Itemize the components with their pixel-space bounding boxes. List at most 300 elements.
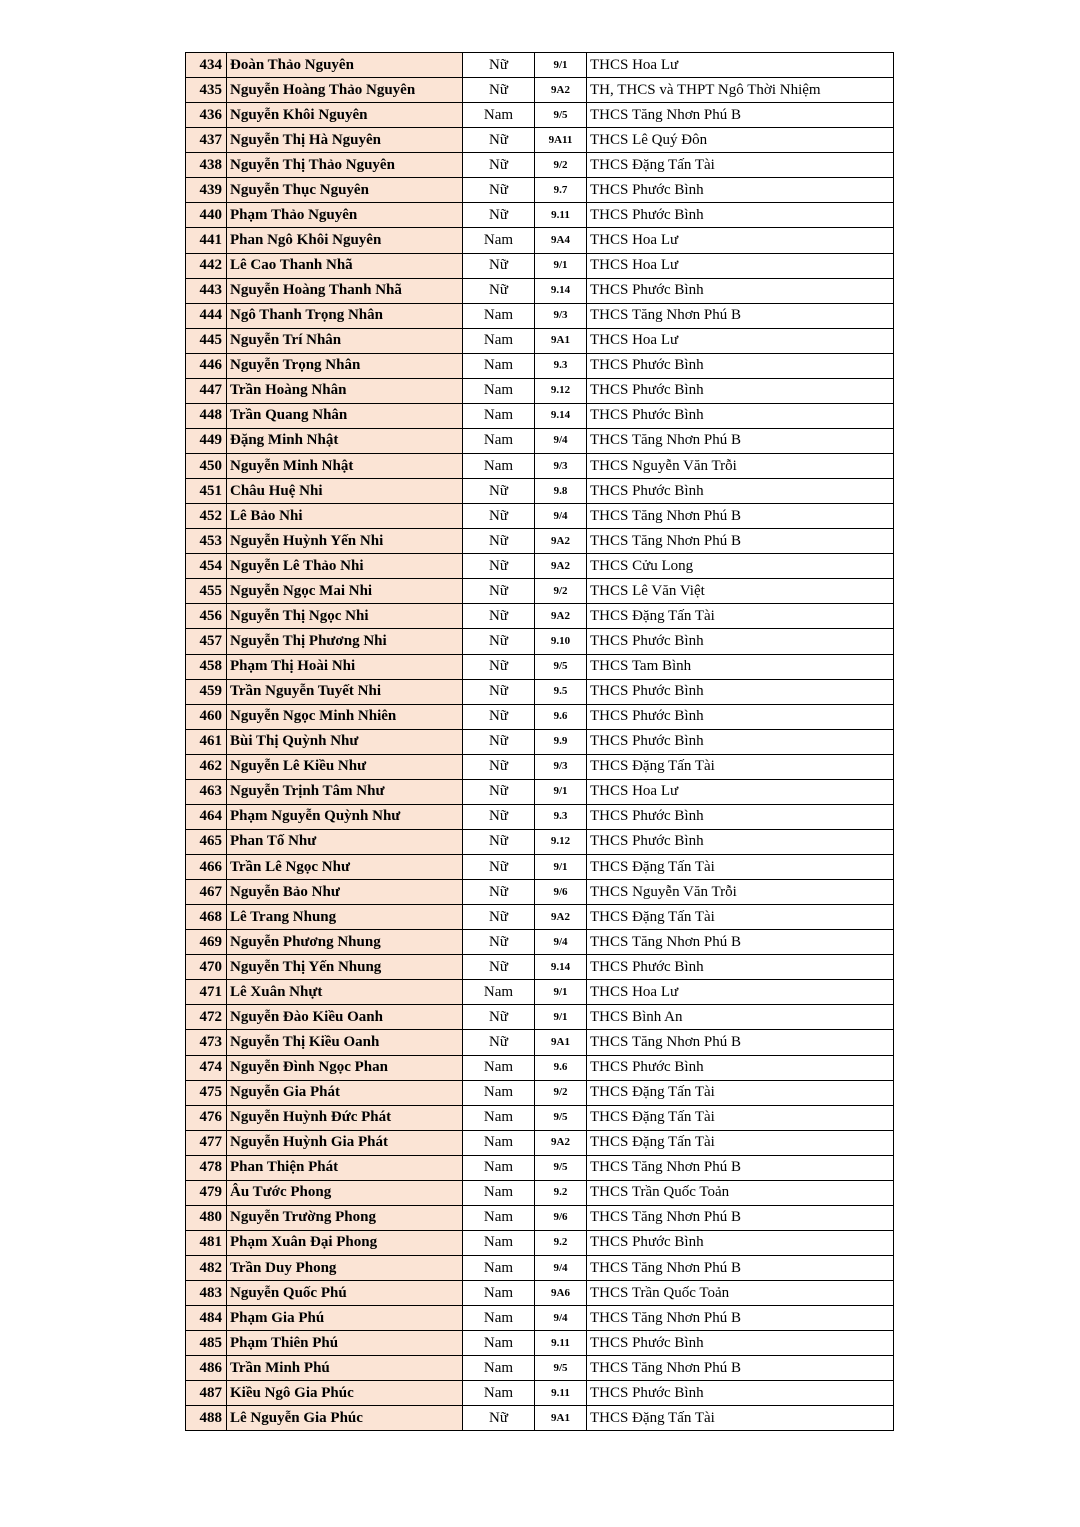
gender-cell: Nam: [463, 1105, 535, 1130]
class-cell: 9/4: [535, 1256, 587, 1281]
class-cell: 9A11: [535, 128, 587, 153]
school-cell: THCS Tăng Nhơn Phú B: [587, 1155, 894, 1180]
class-cell: 9/5: [535, 1155, 587, 1180]
table-row: [186, 529, 894, 554]
student-name-cell: Nguyễn Phương Nhung: [227, 930, 463, 955]
gender-cell: Nữ: [463, 930, 535, 955]
row-number-cell: 459: [186, 679, 227, 704]
row-number-cell: 435: [186, 78, 227, 103]
school-cell: THCS Cửu Long: [587, 554, 894, 579]
table-row: [186, 228, 894, 253]
row-number-cell: 443: [186, 278, 227, 303]
table-row: [186, 1180, 894, 1205]
gender-cell: Nữ: [463, 654, 535, 679]
school-cell: THCS Phước Bình: [587, 403, 894, 428]
row-number-cell: 445: [186, 328, 227, 353]
gender-cell: Nữ: [463, 754, 535, 779]
table-row: [186, 679, 894, 704]
class-cell: 9A2: [535, 905, 587, 930]
table-row: [186, 1256, 894, 1281]
row-number-cell: 453: [186, 529, 227, 554]
school-cell: THCS Tăng Nhơn Phú B: [587, 103, 894, 128]
student-name-cell: Lê Trang Nhung: [227, 905, 463, 930]
class-cell: 9/6: [535, 1205, 587, 1230]
student-name-cell: Nguyễn Ngọc Minh Nhiên: [227, 704, 463, 729]
student-name-cell: Nguyễn Đào Kiều Oanh: [227, 1005, 463, 1030]
table-row: [186, 53, 894, 78]
student-name-cell: Phan Thiện Phát: [227, 1155, 463, 1180]
school-cell: THCS Phước Bình: [587, 278, 894, 303]
student-name-cell: Lê Nguyễn Gia Phúc: [227, 1406, 463, 1431]
table-row: [186, 855, 894, 880]
student-name-cell: Trần Nguyễn Tuyết Nhi: [227, 679, 463, 704]
row-number-cell: 436: [186, 103, 227, 128]
table-row: [186, 579, 894, 604]
student-name-cell: Nguyễn Thị Ngọc Nhi: [227, 604, 463, 629]
school-cell: THCS Phước Bình: [587, 479, 894, 504]
class-cell: 9.7: [535, 178, 587, 203]
school-cell: THCS Tăng Nhơn Phú B: [587, 1306, 894, 1331]
student-name-cell: Âu Tước Phong: [227, 1180, 463, 1205]
table-row: [186, 153, 894, 178]
gender-cell: Nam: [463, 103, 535, 128]
school-cell: TH, THCS và THPT Ngô Thời Nhiệm: [587, 78, 894, 103]
student-name-cell: Phạm Gia Phú: [227, 1306, 463, 1331]
row-number-cell: 480: [186, 1205, 227, 1230]
student-name-cell: Nguyễn Đình Ngọc Phan: [227, 1055, 463, 1080]
student-name-cell: Nguyễn Minh Nhật: [227, 454, 463, 479]
student-name-cell: Nguyễn Trường Phong: [227, 1205, 463, 1230]
class-cell: 9.11: [535, 1331, 587, 1356]
student-name-cell: Nguyễn Trí Nhân: [227, 328, 463, 353]
student-name-cell: Nguyễn Huỳnh Yến Nhi: [227, 529, 463, 554]
table-row: [186, 955, 894, 980]
row-number-cell: 441: [186, 228, 227, 253]
class-cell: 9/4: [535, 428, 587, 453]
student-name-cell: Kiều Ngô Gia Phúc: [227, 1381, 463, 1406]
school-cell: THCS Phước Bình: [587, 829, 894, 854]
row-number-cell: 488: [186, 1406, 227, 1431]
class-cell: 9.10: [535, 629, 587, 654]
row-number-cell: 477: [186, 1130, 227, 1155]
class-cell: 9A2: [535, 604, 587, 629]
row-number-cell: 475: [186, 1080, 227, 1105]
gender-cell: Nữ: [463, 253, 535, 278]
class-cell: 9/3: [535, 754, 587, 779]
row-number-cell: 442: [186, 253, 227, 278]
class-cell: 9.6: [535, 1055, 587, 1080]
table-row: [186, 1055, 894, 1080]
gender-cell: Nữ: [463, 153, 535, 178]
gender-cell: Nữ: [463, 829, 535, 854]
gender-cell: Nam: [463, 1155, 535, 1180]
class-cell: 9.14: [535, 278, 587, 303]
school-cell: THCS Hoa Lư: [587, 779, 894, 804]
table-row: [186, 1030, 894, 1055]
table-row: [186, 378, 894, 403]
table-row: [186, 554, 894, 579]
gender-cell: Nữ: [463, 203, 535, 228]
school-cell: THCS Tăng Nhơn Phú B: [587, 1205, 894, 1230]
class-cell: 9/5: [535, 654, 587, 679]
row-number-cell: 485: [186, 1331, 227, 1356]
class-cell: 9/5: [535, 103, 587, 128]
table-row: [186, 128, 894, 153]
school-cell: THCS Đặng Tấn Tài: [587, 1130, 894, 1155]
table-row: [186, 1306, 894, 1331]
class-cell: 9A1: [535, 1030, 587, 1055]
student-name-cell: Nguyễn Thục Nguyên: [227, 178, 463, 203]
school-cell: THCS Trần Quốc Toản: [587, 1281, 894, 1306]
school-cell: THCS Tăng Nhơn Phú B: [587, 1256, 894, 1281]
gender-cell: Nữ: [463, 128, 535, 153]
school-cell: THCS Tăng Nhơn Phú B: [587, 1356, 894, 1381]
class-cell: 9.3: [535, 804, 587, 829]
student-name-cell: Phạm Thị Hoài Nhi: [227, 654, 463, 679]
school-cell: THCS Phước Bình: [587, 704, 894, 729]
row-number-cell: 471: [186, 980, 227, 1005]
school-cell: THCS Tăng Nhơn Phú B: [587, 930, 894, 955]
class-cell: 9.11: [535, 1381, 587, 1406]
row-number-cell: 455: [186, 579, 227, 604]
table-row: [186, 980, 894, 1005]
row-number-cell: 448: [186, 403, 227, 428]
gender-cell: Nữ: [463, 779, 535, 804]
table-row: [186, 1130, 894, 1155]
row-number-cell: 439: [186, 178, 227, 203]
table-row: [186, 1406, 894, 1431]
school-cell: THCS Phước Bình: [587, 1230, 894, 1255]
gender-cell: Nam: [463, 428, 535, 453]
student-name-cell: Nguyễn Hoàng Thanh Nhã: [227, 278, 463, 303]
student-name-cell: Trần Quang Nhân: [227, 403, 463, 428]
table-row: [186, 1356, 894, 1381]
class-cell: 9/4: [535, 930, 587, 955]
student-list-table: [185, 52, 894, 1431]
row-number-cell: 464: [186, 804, 227, 829]
gender-cell: Nam: [463, 1080, 535, 1105]
row-number-cell: 466: [186, 855, 227, 880]
gender-cell: Nữ: [463, 1030, 535, 1055]
gender-cell: Nữ: [463, 880, 535, 905]
row-number-cell: 465: [186, 829, 227, 854]
school-cell: THCS Phước Bình: [587, 955, 894, 980]
gender-cell: Nam: [463, 403, 535, 428]
class-cell: 9A2: [535, 554, 587, 579]
class-cell: 9A1: [535, 328, 587, 353]
row-number-cell: 484: [186, 1306, 227, 1331]
gender-cell: Nam: [463, 1356, 535, 1381]
school-cell: THCS Phước Bình: [587, 1331, 894, 1356]
table-row: [186, 604, 894, 629]
school-cell: THCS Đặng Tấn Tài: [587, 1080, 894, 1105]
class-cell: 9.12: [535, 829, 587, 854]
gender-cell: Nữ: [463, 479, 535, 504]
table-row: [186, 253, 894, 278]
row-number-cell: 469: [186, 930, 227, 955]
gender-cell: Nam: [463, 328, 535, 353]
row-number-cell: 460: [186, 704, 227, 729]
table-row: [186, 103, 894, 128]
school-cell: THCS Đặng Tấn Tài: [587, 855, 894, 880]
row-number-cell: 447: [186, 378, 227, 403]
class-cell: 9/2: [535, 579, 587, 604]
class-cell: 9/5: [535, 1356, 587, 1381]
row-number-cell: 486: [186, 1356, 227, 1381]
student-name-cell: Lê Cao Thanh Nhã: [227, 253, 463, 278]
class-cell: 9/1: [535, 855, 587, 880]
gender-cell: Nam: [463, 353, 535, 378]
row-number-cell: 479: [186, 1180, 227, 1205]
table-row: [186, 178, 894, 203]
gender-cell: Nữ: [463, 1406, 535, 1431]
row-number-cell: 458: [186, 654, 227, 679]
gender-cell: Nữ: [463, 278, 535, 303]
student-name-cell: Lê Bảo Nhi: [227, 504, 463, 529]
student-name-cell: Phạm Nguyễn Quỳnh Như: [227, 804, 463, 829]
class-cell: 9A2: [535, 529, 587, 554]
class-cell: 9.9: [535, 729, 587, 754]
class-cell: 9.6: [535, 704, 587, 729]
table-row: [186, 504, 894, 529]
student-name-cell: Nguyễn Trọng Nhân: [227, 353, 463, 378]
class-cell: 9/6: [535, 880, 587, 905]
table-row: [186, 353, 894, 378]
row-number-cell: 474: [186, 1055, 227, 1080]
row-number-cell: 478: [186, 1155, 227, 1180]
school-cell: THCS Tăng Nhơn Phú B: [587, 428, 894, 453]
table-row: [186, 1230, 894, 1255]
row-number-cell: 473: [186, 1030, 227, 1055]
school-cell: THCS Tăng Nhơn Phú B: [587, 1030, 894, 1055]
gender-cell: Nữ: [463, 704, 535, 729]
gender-cell: Nữ: [463, 629, 535, 654]
student-name-cell: Nguyễn Huỳnh Đức Phát: [227, 1105, 463, 1130]
table-row: [186, 754, 894, 779]
table-row: [186, 1155, 894, 1180]
gender-cell: Nữ: [463, 804, 535, 829]
school-cell: THCS Hoa Lư: [587, 328, 894, 353]
school-cell: THCS Phước Bình: [587, 203, 894, 228]
gender-cell: Nam: [463, 1055, 535, 1080]
table-row: [186, 729, 894, 754]
table-row: [186, 303, 894, 328]
gender-cell: Nữ: [463, 604, 535, 629]
gender-cell: Nữ: [463, 1005, 535, 1030]
student-name-cell: Nguyễn Ngọc Mai Nhi: [227, 579, 463, 604]
class-cell: 9.5: [535, 679, 587, 704]
student-name-cell: Lê Xuân Nhựt: [227, 980, 463, 1005]
row-number-cell: 452: [186, 504, 227, 529]
table-row: [186, 428, 894, 453]
row-number-cell: 456: [186, 604, 227, 629]
student-name-cell: Nguyễn Quốc Phú: [227, 1281, 463, 1306]
table-row: [186, 779, 894, 804]
student-name-cell: Nguyễn Thị Yến Nhung: [227, 955, 463, 980]
row-number-cell: 481: [186, 1230, 227, 1255]
school-cell: THCS Trần Quốc Toản: [587, 1180, 894, 1205]
student-name-cell: Nguyễn Huỳnh Gia Phát: [227, 1130, 463, 1155]
table-row: [186, 1205, 894, 1230]
class-cell: 9.3: [535, 353, 587, 378]
student-name-cell: Châu Huệ Nhi: [227, 479, 463, 504]
row-number-cell: 446: [186, 353, 227, 378]
school-cell: THCS Đặng Tấn Tài: [587, 754, 894, 779]
gender-cell: Nữ: [463, 78, 535, 103]
class-cell: 9.8: [535, 479, 587, 504]
gender-cell: Nam: [463, 454, 535, 479]
row-number-cell: 463: [186, 779, 227, 804]
school-cell: THCS Phước Bình: [587, 629, 894, 654]
row-number-cell: 462: [186, 754, 227, 779]
table-row: [186, 905, 894, 930]
gender-cell: Nữ: [463, 504, 535, 529]
student-name-cell: Nguyễn Thị Thảo Nguyên: [227, 153, 463, 178]
gender-cell: Nam: [463, 1306, 535, 1331]
gender-cell: Nam: [463, 1180, 535, 1205]
school-cell: THCS Lê Văn Việt: [587, 579, 894, 604]
row-number-cell: 472: [186, 1005, 227, 1030]
school-cell: THCS Đặng Tấn Tài: [587, 1105, 894, 1130]
student-name-cell: Nguyễn Hoàng Thảo Nguyên: [227, 78, 463, 103]
student-name-cell: Nguyễn Lê Thảo Nhi: [227, 554, 463, 579]
gender-cell: Nam: [463, 1130, 535, 1155]
school-cell: THCS Bình An: [587, 1005, 894, 1030]
school-cell: THCS Phước Bình: [587, 178, 894, 203]
school-cell: THCS Tăng Nhơn Phú B: [587, 303, 894, 328]
student-name-cell: Bùi Thị Quỳnh Như: [227, 729, 463, 754]
row-number-cell: 444: [186, 303, 227, 328]
table-row: [186, 403, 894, 428]
row-number-cell: 482: [186, 1256, 227, 1281]
school-cell: THCS Đặng Tấn Tài: [587, 604, 894, 629]
gender-cell: Nam: [463, 1331, 535, 1356]
class-cell: 9/1: [535, 779, 587, 804]
class-cell: 9/4: [535, 504, 587, 529]
student-name-cell: Nguyễn Trịnh Tâm Như: [227, 779, 463, 804]
class-cell: 9/1: [535, 253, 587, 278]
school-cell: THCS Tăng Nhơn Phú B: [587, 529, 894, 554]
school-cell: THCS Phước Bình: [587, 1055, 894, 1080]
school-cell: THCS Phước Bình: [587, 353, 894, 378]
school-cell: THCS Nguyễn Văn Trỗi: [587, 454, 894, 479]
table-row: [186, 880, 894, 905]
gender-cell: Nữ: [463, 729, 535, 754]
table-row: [186, 1331, 894, 1356]
student-name-cell: Phạm Thiên Phú: [227, 1331, 463, 1356]
row-number-cell: 468: [186, 905, 227, 930]
gender-cell: Nam: [463, 1281, 535, 1306]
school-cell: THCS Phước Bình: [587, 729, 894, 754]
row-number-cell: 434: [186, 53, 227, 78]
table-row: [186, 829, 894, 854]
class-cell: 9.11: [535, 203, 587, 228]
row-number-cell: 457: [186, 629, 227, 654]
gender-cell: Nữ: [463, 579, 535, 604]
gender-cell: Nữ: [463, 554, 535, 579]
table-row: [186, 454, 894, 479]
row-number-cell: 451: [186, 479, 227, 504]
gender-cell: Nam: [463, 980, 535, 1005]
school-cell: THCS Hoa Lư: [587, 53, 894, 78]
student-name-cell: Đặng Minh Nhật: [227, 428, 463, 453]
row-number-cell: 476: [186, 1105, 227, 1130]
row-number-cell: 454: [186, 554, 227, 579]
row-number-cell: 461: [186, 729, 227, 754]
class-cell: 9A2: [535, 78, 587, 103]
class-cell: 9/2: [535, 153, 587, 178]
table-row: [186, 1381, 894, 1406]
gender-cell: Nam: [463, 303, 535, 328]
student-name-cell: Phạm Thảo Nguyên: [227, 203, 463, 228]
table-row: [186, 704, 894, 729]
class-cell: 9/4: [535, 1306, 587, 1331]
class-cell: 9A6: [535, 1281, 587, 1306]
student-name-cell: Trần Lê Ngọc Như: [227, 855, 463, 880]
gender-cell: Nữ: [463, 855, 535, 880]
student-name-cell: Ngô Thanh Trọng Nhân: [227, 303, 463, 328]
row-number-cell: 440: [186, 203, 227, 228]
class-cell: 9A2: [535, 1130, 587, 1155]
gender-cell: Nam: [463, 1205, 535, 1230]
student-name-cell: Nguyễn Thị Hà Nguyên: [227, 128, 463, 153]
student-name-cell: Phan Ngô Khôi Nguyên: [227, 228, 463, 253]
table-row: [186, 930, 894, 955]
class-cell: 9/1: [535, 53, 587, 78]
student-name-cell: Nguyễn Lê Kiều Như: [227, 754, 463, 779]
class-cell: 9/1: [535, 1005, 587, 1030]
table-row: [186, 1080, 894, 1105]
student-name-cell: Đoàn Thảo Nguyên: [227, 53, 463, 78]
row-number-cell: 438: [186, 153, 227, 178]
student-name-cell: Nguyễn Thị Phương Nhi: [227, 629, 463, 654]
school-cell: THCS Đặng Tấn Tài: [587, 905, 894, 930]
class-cell: 9A4: [535, 228, 587, 253]
row-number-cell: 470: [186, 955, 227, 980]
class-cell: 9A1: [535, 1406, 587, 1431]
table-row: [186, 479, 894, 504]
class-cell: 9/3: [535, 454, 587, 479]
class-cell: 9/5: [535, 1105, 587, 1130]
table-row: [186, 654, 894, 679]
class-cell: 9.14: [535, 955, 587, 980]
student-list-body: [186, 53, 894, 1431]
class-cell: 9/3: [535, 303, 587, 328]
student-name-cell: Phạm Xuân Đại Phong: [227, 1230, 463, 1255]
student-name-cell: Trần Hoàng Nhân: [227, 378, 463, 403]
row-number-cell: 437: [186, 128, 227, 153]
student-name-cell: Nguyễn Thị Kiều Oanh: [227, 1030, 463, 1055]
table-row: [186, 203, 894, 228]
school-cell: THCS Hoa Lư: [587, 228, 894, 253]
table-row: [186, 1005, 894, 1030]
gender-cell: Nữ: [463, 178, 535, 203]
gender-cell: Nam: [463, 228, 535, 253]
school-cell: THCS Đặng Tấn Tài: [587, 153, 894, 178]
student-name-cell: Phan Tố Như: [227, 829, 463, 854]
school-cell: THCS Nguyễn Văn Trỗi: [587, 880, 894, 905]
school-cell: THCS Phước Bình: [587, 378, 894, 403]
table-row: [186, 804, 894, 829]
gender-cell: Nữ: [463, 529, 535, 554]
school-cell: THCS Hoa Lư: [587, 253, 894, 278]
school-cell: THCS Tam Bình: [587, 654, 894, 679]
school-cell: THCS Tăng Nhơn Phú B: [587, 504, 894, 529]
school-cell: THCS Phước Bình: [587, 804, 894, 829]
school-cell: THCS Đặng Tấn Tài: [587, 1406, 894, 1431]
gender-cell: Nam: [463, 378, 535, 403]
gender-cell: Nữ: [463, 679, 535, 704]
